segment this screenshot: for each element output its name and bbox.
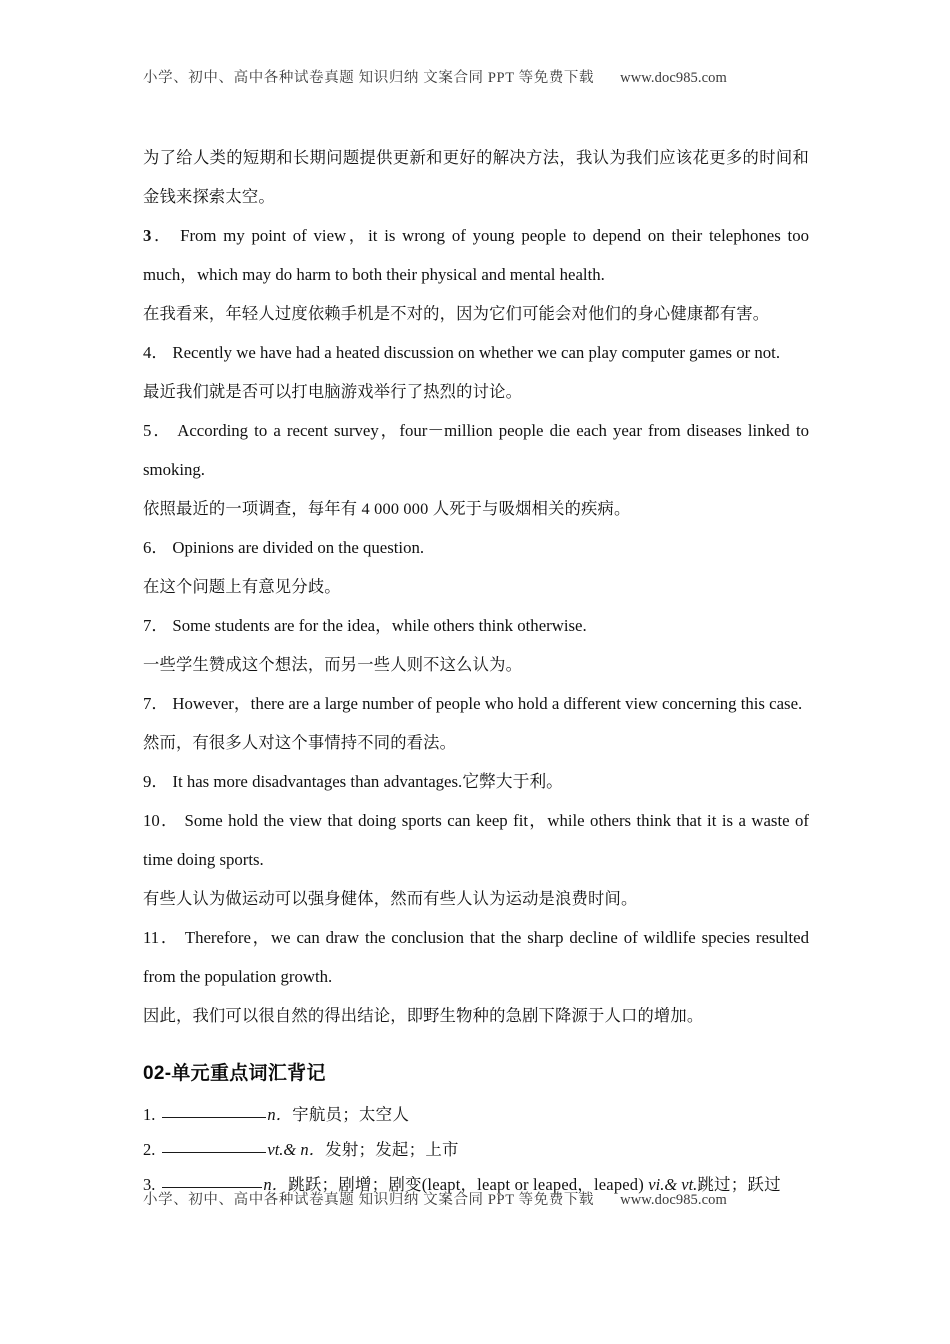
item-number: 4 — [143, 343, 152, 362]
vocab-definition: 跳跃；剧增；剧变(leapt，leapt or leaped，leaped) — [288, 1175, 649, 1194]
item-number-separator: ． — [151, 343, 169, 362]
translation-paragraph — [143, 372, 809, 411]
paragraph-text: 依照最近的一项调查，每年有 4 000 000 人死于与吸烟相关的疾病。 — [143, 499, 631, 518]
item-number-separator: ． — [151, 538, 169, 557]
vocabulary-list — [143, 1097, 809, 1202]
sentence-paragraph — [143, 333, 809, 372]
translation-paragraph — [143, 723, 809, 762]
sentence-paragraph — [143, 606, 809, 645]
item-number-separator: ． — [159, 811, 180, 830]
vocabulary-item — [143, 1097, 809, 1132]
translation-paragraph — [143, 294, 809, 333]
paragraph-text: 最近我们就是否可以打电脑游戏举行了热烈的讨论。 — [143, 382, 523, 401]
paragraph-text: Therefore，we can draw the conclusion that the sharp decline of wildlife species resulted from the population growth. — [143, 928, 809, 986]
paragraph-list — [143, 138, 809, 1035]
item-number: 6 — [143, 538, 152, 557]
translation-paragraph — [143, 567, 809, 606]
sentence-paragraph — [143, 801, 809, 879]
part-of-speech: vt.& n． — [267, 1140, 326, 1159]
vocab-item-number: 2. — [143, 1140, 156, 1159]
translation-paragraph — [143, 879, 809, 918]
vocab-item-number: 3. — [143, 1175, 156, 1194]
paragraph-text: 有些人认为做运动可以强身健体，然而有些人认为运动是浪费时间。 — [143, 889, 638, 908]
page-footer-runner — [143, 1192, 809, 1209]
translation-paragraph — [143, 138, 809, 216]
item-number-separator: ． — [151, 421, 173, 440]
sentence-paragraph — [143, 918, 809, 996]
item-number-separator: ． — [159, 928, 180, 947]
vocab-item-number: 1. — [143, 1105, 156, 1124]
part-of-speech: n． — [263, 1175, 289, 1194]
document-content — [143, 138, 809, 1202]
page-header-runner — [143, 70, 809, 87]
item-number: 11 — [143, 928, 160, 947]
item-number-separator: ． — [151, 226, 174, 245]
paragraph-text: Recently we have had a heated discussion on whether we can play computer games or not. — [172, 343, 781, 362]
sentence-paragraph — [143, 528, 809, 567]
item-number-separator: ． — [151, 772, 169, 791]
item-number-separator: ． — [151, 694, 169, 713]
paragraph-text: Opinions are divided on the question. — [172, 538, 425, 557]
paragraph-text: However，there are a large number of people who hold a different view concerning this case. — [172, 694, 803, 713]
part-of-speech-secondary: vi.& vt. — [648, 1175, 698, 1194]
sentence-paragraph — [143, 684, 809, 723]
item-number: 10 — [143, 811, 160, 830]
vocabulary-item — [143, 1132, 809, 1167]
sentence-paragraph — [143, 216, 809, 294]
translation-paragraph — [143, 489, 809, 528]
footer-website-url: www.doc985.com — [620, 1192, 727, 1208]
item-number: 7 — [143, 616, 152, 635]
paragraph-text: It has more disadvantages than advantages.它弊大于利。 — [172, 772, 563, 791]
item-number: 7 — [143, 694, 152, 713]
answer-blank[interactable] — [162, 1187, 262, 1188]
paragraph-text: 在这个问题上有意见分歧。 — [143, 577, 341, 596]
paragraph-text: Some hold the view that doing sports can keep fit，while others think that it is a waste of time doing sports. — [143, 811, 809, 869]
item-number: 9 — [143, 772, 152, 791]
vocab-definition-secondary: 跳过；跃过 — [697, 1175, 781, 1194]
item-number-separator: ． — [151, 616, 169, 635]
header-website-url: www.doc985.com — [620, 70, 727, 86]
paragraph-text: 在我看来，年轻人过度依赖手机是不对的，因为它们可能会对他们的身心健康都有害。 — [143, 304, 770, 323]
sentence-paragraph — [143, 411, 809, 489]
answer-blank[interactable] — [162, 1117, 266, 1118]
header-promo-text: 小学、初中、高中各种试卷真题 知识归纳 文案合同 PPT 等免费下载 — [143, 70, 595, 86]
paragraph-text: According to a recent survey，four－million people die each year from diseases linked to smoking. — [143, 421, 809, 479]
answer-blank[interactable] — [162, 1152, 266, 1153]
vocab-definition: 宇航员；太空人 — [292, 1105, 410, 1124]
section-heading: 02-单元重点词汇背记 — [143, 1063, 326, 1084]
heading-spacer — [143, 1035, 809, 1051]
paragraph-text: 为了给人类的短期和长期问题提供更新和更好的解决方法，我认为我们应该花更多的时间和金钱来探索太空。 — [143, 148, 809, 206]
translation-paragraph — [143, 996, 809, 1035]
paragraph-text: Some students are for the idea，while others think otherwise. — [172, 616, 587, 635]
paragraph-text: 一些学生赞成这个想法，而另一些人则不这么认为。 — [143, 655, 523, 674]
paragraph-text: From my point of view，it is wrong of young people to depend on their telephones too much，which may do harm to both their physical and mental health. — [143, 226, 809, 284]
vocab-definition: 发射；发起；上市 — [325, 1140, 459, 1159]
paragraph-text: 然而，有很多人对这个事情持不同的看法。 — [143, 733, 457, 752]
paragraph-text: 因此，我们可以很自然的得出结论，即野生物种的急剧下降源于人口的增加。 — [143, 1006, 704, 1025]
footer-promo-text: 小学、初中、高中各种试卷真题 知识归纳 文案合同 PPT 等免费下载 — [143, 1192, 595, 1208]
translation-paragraph — [143, 645, 809, 684]
sentence-paragraph — [143, 762, 809, 801]
item-number: 3 — [143, 226, 152, 245]
item-number: 5 — [143, 421, 152, 440]
part-of-speech: n． — [267, 1105, 293, 1124]
